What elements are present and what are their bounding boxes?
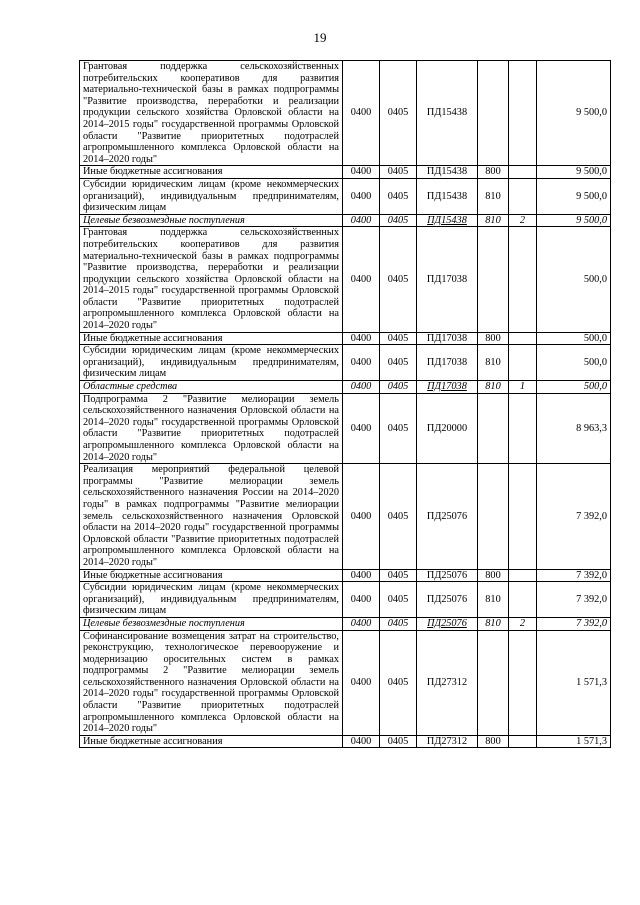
target-article-cell: ПД25076 <box>417 582 478 618</box>
target-article-cell: ПД17038 <box>417 227 478 332</box>
table-row <box>80 345 611 381</box>
target-article-cell: ПД20000 <box>417 393 478 464</box>
section-code-cell: 0400 <box>343 617 380 630</box>
amount-cell: 500,0 <box>537 345 611 381</box>
amount-cell: 9 500,0 <box>537 178 611 214</box>
table-row <box>80 166 611 179</box>
funding-source-cell <box>509 332 537 345</box>
row-name-cell: Субсидии юридическим лицам (кроме некоммерческих организаций), индивидуальным предпринимателям, физическим лицам <box>80 178 343 214</box>
funding-source-cell <box>509 166 537 179</box>
row-name-cell: Грантовая поддержка сельскохозяйственных потребительских кооперативов для развития материально-технической базы в рамках подпрограммы "Развитие производства, переработки и реализации продукции сельского хозяйства Орловской области на 2014–2015 годы" государственной программы Орловской области "Развитие приоритетных подотраслей агропромышленного комплекса Орловской области на 2014–2020 годы" <box>80 61 343 166</box>
section-code-cell: 0400 <box>343 735 380 748</box>
row-name-cell: Иные бюджетные ассигнования <box>80 332 343 345</box>
expense-type-cell: 810 <box>478 617 509 630</box>
expense-type-cell: 810 <box>478 582 509 618</box>
subsection-code-cell: 0405 <box>380 569 417 582</box>
subsection-code-cell: 0405 <box>380 630 417 735</box>
row-name-cell: Софинансирование возмещения затрат на строительство, реконструкцию, технологическое перевооружение и модернизацию оросительных систем в рамках подпрограммы 2 "Развитие мелиорации земель сельскохозяйственного назначения Орловской области на 2014–2020 годы" государственной программы Орловской области "Развитие приоритетных подотраслей агропромышленного комплекса Орловской области на 2014–2020 годы" <box>80 630 343 735</box>
expense-type-cell: 810 <box>478 178 509 214</box>
row-name-cell: Целевые безвозмездные поступления <box>80 617 343 630</box>
subsection-code-cell: 0405 <box>380 178 417 214</box>
table-row <box>80 178 611 214</box>
section-code-cell: 0400 <box>343 569 380 582</box>
target-article-cell: ПД15438 <box>417 178 478 214</box>
funding-source-cell <box>509 582 537 618</box>
subsection-code-cell: 0405 <box>380 735 417 748</box>
funding-source-cell <box>509 345 537 381</box>
funding-source-cell <box>509 393 537 464</box>
subsection-code-cell: 0405 <box>380 464 417 569</box>
expense-type-cell: 800 <box>478 735 509 748</box>
section-code-cell: 0400 <box>343 166 380 179</box>
funding-source-cell <box>509 630 537 735</box>
section-code-cell: 0400 <box>343 332 380 345</box>
amount-cell: 7 392,0 <box>537 569 611 582</box>
subsection-code-cell: 0405 <box>380 61 417 166</box>
amount-cell: 7 392,0 <box>537 617 611 630</box>
target-article-cell: ПД15438 <box>417 166 478 179</box>
section-code-cell: 0400 <box>343 630 380 735</box>
expense-type-cell: 800 <box>478 166 509 179</box>
row-name-cell: Подпрограмма 2 "Развитие мелиорации земель сельскохозяйственного назначения Орловской области на 2014–2020 годы" государственной программы Орловской области "Развитие приоритетных подотраслей агропромышленного комплекса Орловской области на 2014–2020 годы" <box>80 393 343 464</box>
section-code-cell: 0400 <box>343 582 380 618</box>
row-name-cell: Целевые безвозмездные поступления <box>80 214 343 227</box>
section-code-cell: 0400 <box>343 178 380 214</box>
expense-type-cell: 810 <box>478 381 509 394</box>
table-row <box>80 582 611 618</box>
subsection-code-cell: 0405 <box>380 617 417 630</box>
target-article-cell: ПД27312 <box>417 735 478 748</box>
row-name-cell: Областные средства <box>80 381 343 394</box>
subsection-code-cell: 0405 <box>380 227 417 332</box>
target-article-cell: ПД27312 <box>417 630 478 735</box>
table-row <box>80 464 611 569</box>
target-article-cell: ПД17038 <box>417 345 478 381</box>
amount-cell: 7 392,0 <box>537 582 611 618</box>
section-code-cell: 0400 <box>343 61 380 166</box>
subsection-code-cell: 0405 <box>380 332 417 345</box>
row-name-cell: Субсидии юридическим лицам (кроме некоммерческих организаций), индивидуальным предпринимателям, физическим лицам <box>80 582 343 618</box>
funding-source-cell <box>509 569 537 582</box>
table-row <box>80 214 611 227</box>
funding-source-cell <box>509 227 537 332</box>
table-row <box>80 630 611 735</box>
expense-type-cell <box>478 630 509 735</box>
subsection-code-cell: 0405 <box>380 381 417 394</box>
section-code-cell: 0400 <box>343 214 380 227</box>
target-article-cell: ПД25076 <box>417 569 478 582</box>
target-article-cell: ПД17038 <box>417 381 478 394</box>
funding-source-cell <box>509 464 537 569</box>
target-article-cell: ПД15438 <box>417 61 478 166</box>
funding-source-cell <box>509 61 537 166</box>
funding-source-cell: 1 <box>509 381 537 394</box>
amount-cell: 8 963,3 <box>537 393 611 464</box>
amount-cell: 1 571,3 <box>537 630 611 735</box>
amount-cell: 500,0 <box>537 332 611 345</box>
expense-type-cell <box>478 393 509 464</box>
expense-type-cell <box>478 227 509 332</box>
table-row <box>80 227 611 332</box>
row-name-cell: Реализация мероприятий федеральной целевой программы "Развитие мелиорации земель сельскохозяйственного назначения России на 2014–2020 годы" в рамках подпрограммы "Развитие мелиорации земель сельскохозяйственного назначения Орловской области на 2014–2020 годы" государственной программы Орловской области "Развитие приоритетных подотраслей агропромышленного комплекса Орловской области на 2014–2020 годы" <box>80 464 343 569</box>
amount-cell: 7 392,0 <box>537 464 611 569</box>
section-code-cell: 0400 <box>343 345 380 381</box>
budget-table <box>79 60 611 748</box>
subsection-code-cell: 0405 <box>380 214 417 227</box>
amount-cell: 1 571,3 <box>537 735 611 748</box>
amount-cell: 500,0 <box>537 381 611 394</box>
section-code-cell: 0400 <box>343 381 380 394</box>
section-code-cell: 0400 <box>343 227 380 332</box>
row-name-cell: Субсидии юридическим лицам (кроме некоммерческих организаций), индивидуальным предпринимателям, физическим лицам <box>80 345 343 381</box>
table-row <box>80 381 611 394</box>
amount-cell: 9 500,0 <box>537 214 611 227</box>
table-row <box>80 61 611 166</box>
table-row <box>80 393 611 464</box>
subsection-code-cell: 0405 <box>380 345 417 381</box>
subsection-code-cell: 0405 <box>380 393 417 464</box>
row-name-cell: Грантовая поддержка сельскохозяйственных потребительских кооперативов для развития материально-технической базы в рамках подпрограммы "Развитие производства, переработки и реализации продукции сельского хозяйства Орловской области на 2014–2015 годы" государственной программы Орловской области "Развитие приоритетных подотраслей агропромышленного комплекса Орловской области на 2014–2020 годы" <box>80 227 343 332</box>
target-article-cell: ПД15438 <box>417 214 478 227</box>
row-name-cell: Иные бюджетные ассигнования <box>80 735 343 748</box>
amount-cell: 9 500,0 <box>537 61 611 166</box>
funding-source-cell: 2 <box>509 214 537 227</box>
row-name-cell: Иные бюджетные ассигнования <box>80 569 343 582</box>
expense-type-cell: 810 <box>478 214 509 227</box>
table-row <box>80 735 611 748</box>
funding-source-cell: 2 <box>509 617 537 630</box>
target-article-cell: ПД25076 <box>417 464 478 569</box>
expense-type-cell: 800 <box>478 569 509 582</box>
target-article-cell: ПД25076 <box>417 617 478 630</box>
page-number: 19 <box>313 30 327 45</box>
funding-source-cell <box>509 735 537 748</box>
table-row <box>80 332 611 345</box>
row-name-cell: Иные бюджетные ассигнования <box>80 166 343 179</box>
expense-type-cell: 800 <box>478 332 509 345</box>
section-code-cell: 0400 <box>343 393 380 464</box>
funding-source-cell <box>509 178 537 214</box>
table-row <box>80 569 611 582</box>
table-row <box>80 617 611 630</box>
amount-cell: 9 500,0 <box>537 166 611 179</box>
expense-type-cell <box>478 464 509 569</box>
amount-cell: 500,0 <box>537 227 611 332</box>
section-code-cell: 0400 <box>343 464 380 569</box>
target-article-cell: ПД17038 <box>417 332 478 345</box>
subsection-code-cell: 0405 <box>380 166 417 179</box>
expense-type-cell <box>478 61 509 166</box>
expense-type-cell: 810 <box>478 345 509 381</box>
subsection-code-cell: 0405 <box>380 582 417 618</box>
